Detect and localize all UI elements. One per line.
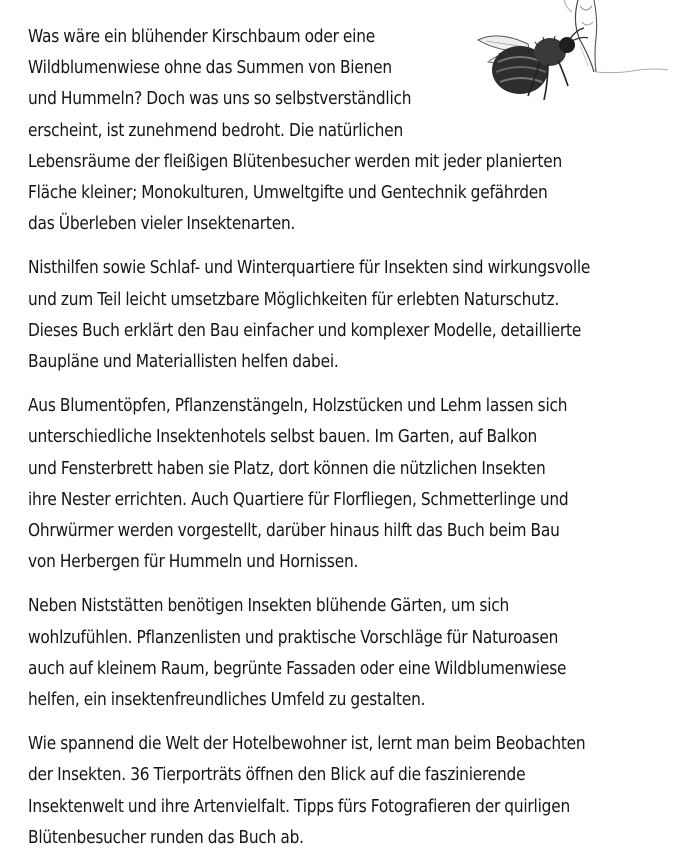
paragraph-3-line: und Fensterbrett haben sie Platz, dort können die nützlichen Insekten — [28, 458, 546, 479]
paragraph-4-line: Neben Niststätten benötigen Insekten blühende Gärten, um sich — [28, 596, 510, 617]
paragraph-5-line: Insektenwelt und ihre Artenvielfalt. Tipps fürs Fotografieren der quirligen — [28, 796, 570, 817]
paragraph-3-line: Aus Blumentöpfen, Pflanzenstängeln, Holzstücken und Lehm lassen sich — [28, 396, 568, 417]
paragraph-1-line: Lebensräume der fleißigen Blütenbesucher werden mit jeder planierten — [28, 151, 562, 172]
paragraph-3-line: von Herbergen für Hummeln und Hornissen. — [28, 552, 359, 573]
bee-illustration-icon — [468, 0, 668, 108]
paragraph-4-line: auch auf kleinem Raum, begrünte Fassaden oder eine Wildblumenwiese — [28, 658, 567, 679]
paragraph-1-line: das Überleben vieler Insektenarten. — [28, 214, 296, 235]
paragraph-3-line: unterschiedliche Insektenhotels selbst bauen. Im Garten, auf Balkon — [28, 427, 538, 448]
paragraph-1-line: Fläche kleiner; Monokulturen, Umweltgifte und Gentechnik gefährden — [28, 183, 548, 203]
paragraph-3-line: ihre Nester errichten. Auch Quartiere für Florfliegen, Schmetterlinge und — [28, 489, 569, 510]
paragraph-4-line: wohlzufühlen. Pflanzenlisten und praktische Vorschläge für Naturoasen — [28, 627, 559, 648]
paragraph-2-line: und zum Teil leicht umsetzbare Möglichkeiten für erlebten Naturschutz. — [28, 289, 560, 310]
paragraph-2-line: Dieses Buch erklärt den Bau einfacher und komplexer Modelle, detaillierte — [28, 320, 582, 341]
paragraph-1-line: erscheint, ist zunehmend bedroht. Die natürlichen — [28, 120, 403, 141]
paragraph-1-line: und Hummeln? Doch was uns so selbstverständlich — [28, 89, 412, 110]
paragraph-5-line: Wie spannend die Welt der Hotelbewohner ist, lernt man beim Beobachten — [28, 734, 586, 755]
paragraph-3-line: Ohrwürmer werden vorgestellt, darüber hinaus hilft das Buch beim Bau — [28, 521, 560, 541]
paragraph-1-line: Was wäre ein blühender Kirschbaum oder eine — [28, 27, 376, 47]
paragraph-1-line: Wildblumenwiese ohne das Summen von Bienen — [28, 58, 392, 79]
paragraph-2-line: Baupläne und Materiallisten helfen dabei. — [28, 352, 339, 372]
paragraph-5-line: der Insekten. 36 Tierporträts öffnen den Blick auf die faszinierende — [28, 765, 526, 786]
paragraph-5-line: Blütenbesucher runden das Buch ab. — [28, 827, 304, 848]
paragraph-4-line: helfen, ein insektenfreundliches Umfeld zu gestalten. — [28, 690, 426, 710]
paragraph-2-line: Nisthilfen sowie Schlaf- und Winterquartiere für Insekten sind wirkungsvolle — [28, 258, 591, 279]
